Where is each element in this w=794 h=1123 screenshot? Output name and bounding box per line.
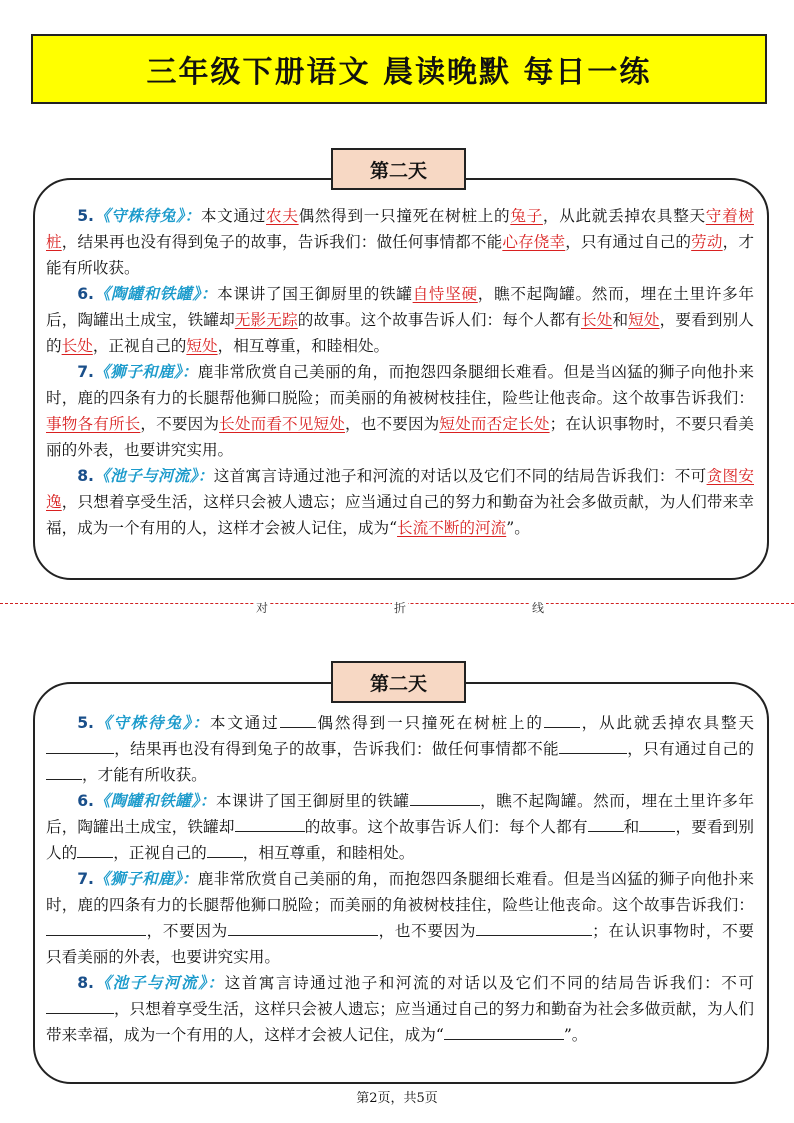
day-tag-top: 第二天: [331, 148, 466, 190]
item-7: 7.《狮子和鹿》：鹿非常欣赏自己美丽的角，而抱怨四条腿细长难看。但是当凶猛的狮子向他扑来时，鹿的四条有力的长腿帮他狮口脱险；而美丽的角被树枝挂住，险些让他丧命。这个故事告诉我们：事物各有所长，不要因为长处而看不见短处，也不要因为短处而否定长处；在认识事物时，不要只看美丽的外表，也要讲究实用。: [46, 362, 754, 459]
answer-text: 长处: [61, 337, 93, 355]
answer-text: 自恃坚硬: [412, 285, 478, 303]
fill-blank[interactable]: [207, 841, 243, 858]
answer-text: 短处: [628, 311, 660, 329]
fill-blank[interactable]: [559, 737, 627, 754]
answer-text: 劳动: [691, 233, 723, 251]
fold-label: 线: [532, 601, 545, 615]
fill-blank[interactable]: [228, 919, 378, 936]
fill-blank[interactable]: [280, 711, 316, 728]
answer-text: 守着树桩: [46, 207, 754, 251]
item-5: 5.《守株待兔》：本文通过农夫偶然得到一只撞死在树桩上的兔子，从此就丢掉农具整天守着树桩，结果再也没有得到兔子的故事，告诉我们：做任何事情都不能心存侥幸，只有通过自己的劳动，才能有所收获。: [46, 206, 754, 277]
fold-label: 折: [394, 601, 407, 615]
answer-text: 短处而否定长处: [439, 415, 550, 433]
answer-text: 长流不断的河流: [397, 519, 507, 537]
answer-text: 心存侥幸: [502, 233, 566, 251]
item-8: 8.《池子与河流》：这首寓言诗通过池子和河流的对话以及它们不同的结局告诉我们：不可贪图安逸，只想着享受生活，这样只会被人遗忘；应当通过自己的努力和勤奋为社会多做贡献，为人们带来幸福，成为一个有用的人，这样才会被人记住，成为“长流不断的河流”。: [46, 466, 754, 537]
item-6: 6.《陶罐和铁罐》：本课讲了国王御厨里的铁罐 ，瞧不起陶罐。然而，埋在土里许多年后，陶罐出土成宝，铁罐却 的故事。这个故事告诉人们：每个人都有 和 ，要看到别人的 ，正视自己的 ，相互尊重，和睦相处。: [46, 791, 754, 862]
fold-label: 对: [256, 601, 269, 615]
answer-text: 短处: [186, 337, 218, 355]
exercise-content: [46, 710, 754, 1048]
answer-content: [46, 203, 754, 541]
fill-blank[interactable]: [46, 763, 82, 780]
page-header: [31, 34, 767, 104]
fill-blank[interactable]: [46, 737, 114, 754]
fill-blank[interactable]: [410, 789, 480, 806]
fill-blank[interactable]: [476, 919, 592, 936]
fill-blank[interactable]: [588, 815, 624, 832]
fill-blank[interactable]: [639, 815, 675, 832]
answer-text: 无影无踪: [234, 311, 298, 329]
page-title: 三年级下册语文 晨读晚默 每日一练: [146, 55, 652, 90]
item-7: 7.《狮子和鹿》：鹿非常欣赏自己美丽的角，而抱怨四条腿细长难看。但是当凶猛的狮子向他扑来时，鹿的四条有力的长腿帮他狮口脱险；而美丽的角被树枝挂住，险些让他丧命。这个故事告诉我们：，不要因为 ，也不要因为 ；在认识事物时，不要只看美丽的外表，也要讲究实用。: [46, 869, 754, 966]
item-5: 5.《守株待兔》：本文通过 偶然得到一只撞死在树桩上的 ，从此就丢掉农具整天，结果再也没有得到兔子的故事，告诉我们：做任何事情都不能 ，只有通过自己的，才能有所收获。: [46, 710, 754, 788]
answer-text: 贪图安逸: [46, 467, 754, 511]
answer-text: 事物各有所长: [46, 415, 141, 433]
fill-blank[interactable]: [235, 815, 305, 832]
answer-text: 长处: [580, 311, 613, 329]
fill-blank[interactable]: [77, 841, 113, 858]
page-number: 第2页，共5页: [356, 1091, 438, 1106]
answer-text: 农夫: [266, 207, 299, 225]
item-6: 6.《陶罐和铁罐》：本课讲了国王御厨里的铁罐自恃坚硬，瞧不起陶罐。然而，埋在土里许多年后，陶罐出土成宝，铁罐却无影无踪的故事。这个故事告诉人们：每个人都有长处和短处，要看到别人的长处，正视自己的短处，相互尊重，和睦相处。: [46, 284, 754, 355]
answer-text: 长处而看不见短处: [219, 415, 345, 433]
fill-blank[interactable]: [46, 997, 114, 1014]
fill-blank[interactable]: [444, 1023, 564, 1040]
answer-text: 兔子: [510, 207, 543, 225]
day-tag-bottom: 第二天: [331, 661, 466, 703]
fill-blank[interactable]: [544, 711, 580, 728]
fill-blank[interactable]: [46, 919, 146, 936]
item-8: 8.《池子与河流》：这首寓言诗通过池子和河流的对话以及它们不同的结局告诉我们：不可，只想着享受生活，这样只会被人遗忘；应当通过自己的努力和勤奋为社会多做贡献，为人们带来幸福，成为一个有用的人，这样才会被人记住，成为“ ”。: [46, 973, 754, 1044]
